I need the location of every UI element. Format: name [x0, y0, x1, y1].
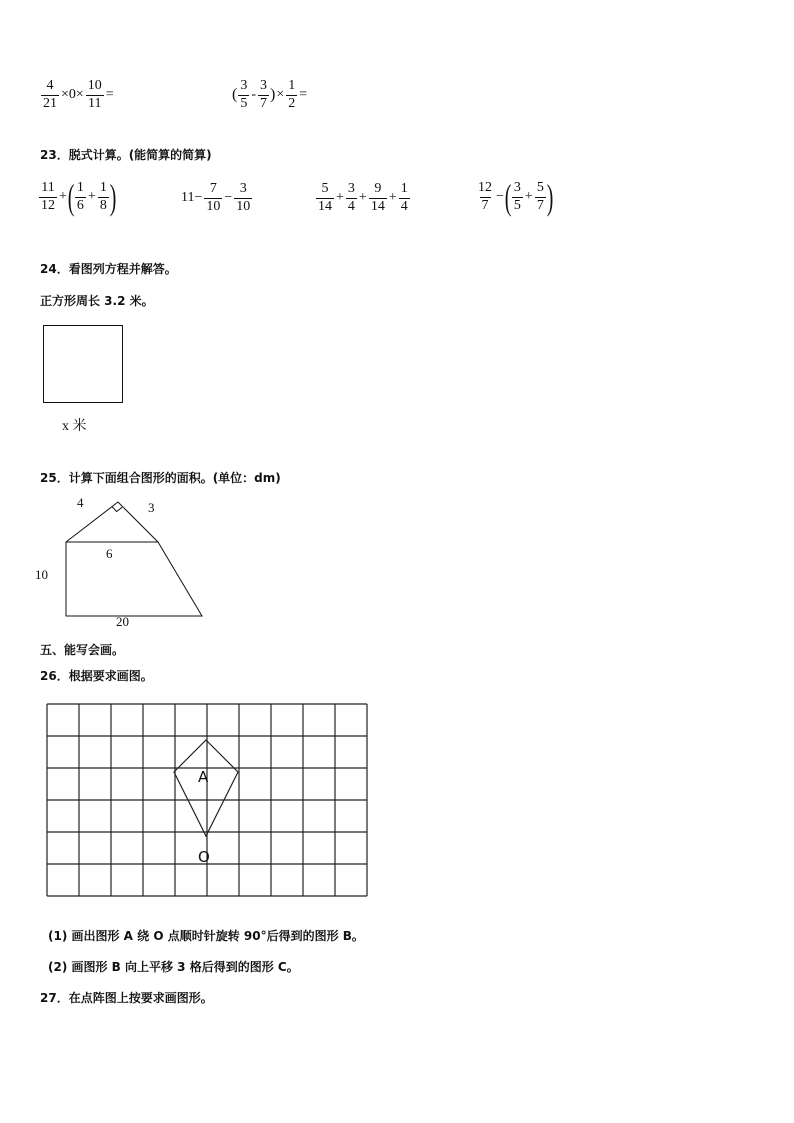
grid-figure — [44, 696, 370, 906]
point-a-label: A — [198, 768, 209, 786]
q25-title: 25．计算下面组合图形的面积。(单位：dm) — [40, 471, 281, 485]
fraction: $\frac{3}{5}$ — [240, 78, 248, 111]
top-expression-1 — [40, 79, 115, 111]
q26-task-2: (2) 画图形 B 向上平移 3 格后得到的图形 C。 — [48, 960, 299, 974]
operator: ×0× — [61, 87, 84, 103]
q26-title: 26．根据要求画图。 — [40, 669, 153, 683]
section-five-title: 五、能写会画。 — [40, 643, 125, 657]
label-left-leg: 4 — [77, 495, 84, 510]
equals-sign: = — [105, 87, 114, 103]
equals-sign: = — [299, 87, 308, 103]
right-angle-mark — [112, 507, 122, 512]
label-right-leg: 3 — [148, 500, 155, 515]
kite-shape-a — [174, 740, 238, 836]
trapezoid — [66, 542, 202, 616]
label-bottom: 20 — [116, 614, 129, 629]
label-height: 10 — [35, 567, 48, 582]
q24-text: 正方形周长 3.2 米。 — [40, 294, 154, 308]
square-grid — [47, 704, 367, 896]
fraction: $\frac{4}{21}$ — [43, 78, 57, 111]
fraction: $\frac{3}{7}$ — [260, 78, 267, 111]
top-expression-2: ( $\frac{3}{5}$ - $\frac{3}{7}$ ) × $\frac{1}{2}$ = — [232, 78, 308, 111]
q26-task-1: (1) 画出图形 A 绕 O 点顺时针旋转 90°后得到的图形 B。 — [48, 929, 364, 943]
q24-title: 24．看图列方程并解答。 — [40, 262, 177, 276]
q23-expression-1: $\frac{11}{12}$ + ( $\frac{1}{6}$ + $\frac{1}{8}$ ) — [41, 177, 117, 217]
fraction: $\frac{1}{2}$ — [288, 78, 296, 111]
q23-expression-2: 11− $\frac{7}{10}$ − $\frac{3}{10}$ — [181, 181, 251, 214]
square-figure — [43, 325, 123, 403]
point-o-label: O — [198, 848, 210, 866]
square-side-label: x 米 — [62, 419, 87, 434]
q23-title: 23．脱式计算。(能简算的简算) — [40, 148, 212, 162]
q23-expression-3: $\frac{5}{14}$ + $\frac{3}{4}$ + $\frac{9}{14}$ + $\frac{1}{4}$ — [318, 181, 408, 214]
fraction: $\frac{10}{11}$ — [87, 78, 102, 111]
q23-expression-4: $\frac{12}{7}$ − ( $\frac{3}{5}$ + $\frac{5}{7}$ ) — [478, 177, 554, 217]
composite-figure — [30, 492, 220, 632]
label-top: 6 — [106, 546, 113, 561]
q27-title: 27．在点阵图上按要求画图形。 — [40, 991, 213, 1005]
